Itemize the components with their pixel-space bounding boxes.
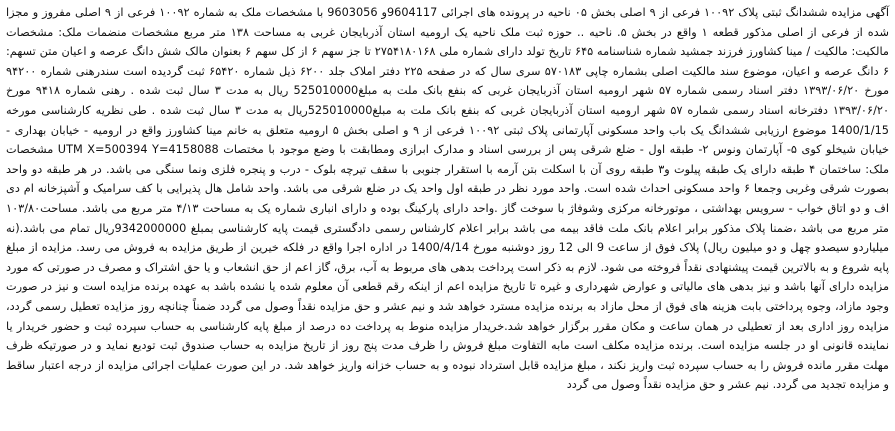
auction-notice-text: آگهی مزایده ششدانگ ثبتی پلاک ۱۰۰۹۲ فرعی از ۹ اصلی بخش ۰۵ ناحیه در پرونده های اجرائی 9604117و 9603056 با مشخصات ملک به شماره ۱۰۰۹۲ فرعی از ۹ اصلی مفروز و مجزا شده از فرعی از اصلی مذکور قطعه ۱ واقع در بخش ۵. ناحیه .. حوزه ثبت ملک ناحیه یک ارومیه استان آذربایجان غربی به مساحت ۱۳۸ متر مربع مشخصات منضمات ملک: مشخصات مالکیت: مالکیت / مینا کشاورز فرزند جمشید شماره شناسنامه ۶۴۵ تاریخ تولد دارای شماره ملی ۲۷۵۴۱۸۰۱۶۸ تا جز سهم ۶ از کل سهم ۶ بعنوان مالک شش دانگ عرصه و اعیان متن تسهم: ۶ دانگ عرصه و اعیان، موضوع سند مالکیت اصلی بشماره چاپی ۵۷۰۱۸۳ سری سال که در صفحه ۲۲۵ دفتر املاک جلد ۶۲۰۰ ذیل شماره ۶۵۴۲۰ ثبت گردیده است سندرهنی شماره ۹۴۲۰۰ مورخ ۱۳۹۳/۰۶/۲۰ دفتر اسناد رسمی شماره ۵۷ شهر ارومیه استان آذربایجان غربی که بنفع بانک ملت به مبلغ525010000 ریال به مدت ۳ سال ثبت شده . رهنی شماره ۹۴۱۸ مورخ ۱۳۹۳/۰۶/۲۰ دفترخانه اسناد رسمی شماره ۵۷ شهر ارومیه استان آذربایجان غربی که بنفع بانک ملت به مبلغ525010000ریال به مدت ۳ سال ثبت شده . طی نظریه کارشناسی مورخه 1400/1/15 موضوع ارزیابی ششدانگ یک باب واحد مسکونی آپارتمانی پلاک ثبتی ۱۰۰۹۲ فرعی از ۹ و اصلی بخش ۵ ارومیه متعلق به خانم مینا کشاورز واقع در ارومیه - خیابان بهداری - خیابان شیخلو کوی ۵- آپارتمان ونوس ۲- طبقه اول - ضلع شرقی پس از بررسی اسناد و مدارک ابرازی ومطابقت با وضع موجود با مختصات UTM X=500394 Y=4158088 مشخصات ملک: ساختمان ۴ طبقه دارای یک طبقه پیلوت و۳ طبقه روی آن با اسکلت بتن آرمه با استقرار جنوبی با سقف تیرچه بلوک - درب و پنجره فلزی ونما سنگی می باشد. در هر طبقه دو واحد بصورت شرقی وغربی وجمعا ۶ واحد مسکونی احداث شده است. واحد مورد نظر در طبقه اول واحد یک در ضلع شرقی می باشد. واحد شامل هال پذیرایی با کف سرامیک و آشپزخانه ام دی اف و دو اتاق خواب - سرویس بهداشتی ، موتورخانه مرکزی وشوفاژ با سوخت گاز .واحد دارای پارکینگ بوده و دارای انباری شماره یک به مساحت ۴/۱۳ متر مربع می باشد. مساحت۱۰۳/۸۰ متر مربع می باشد ،ضمنا پلاک مذکور برابر اعلام بانک ملت فاقد بیمه می باشد برابر اعلام کارشناس رسمی دادگستری قیمت پایه کارشناسی بمبلغ 9342000000ریال تمام می باشد.(نه میلیاردو سیصدو چهل و دو میلیون ریال) پلاک فوق از ساعت 9 الی 12 روز دوشنبه مورخ 1400/4/14 در اداره اجرا واقع در فلکه خیرین از طریق مزایده به فروش می رسد. مزایده از مبلغ پایه شروع و به بالاترین قیمت پیشنهادی نقداً فروخته می شود. لازم به ذکر است پرداخت بدهی های مربوط به آب، برق، گاز اعم از حق انشعاب و یا حق اشتراک و مصرف در صورتی که مورد مزایده دارای آنها باشد و نیز بدهی های مالیاتی و عوارض شهرداری و غیره تا تاریخ مزایده اعم از اینکه رقم قطعی آن معلوم شده یا نشده باشد به عهده برنده مزایده است و نیز در صورت وجود مازاد، وجوه پرداختی بابت هزینه های فوق از محل مازاد به برنده مزایده مسترد خواهد شد و نیم عشر و حق مزایده نقداً وصول می گردد ضمناً چنانچه روز مزایده تعطیل رسمی گردد، مزایده روز اداری بعد از تعطیلی در همان ساعت و مکان مقرر برگزار خواهد شد.خریدار مزایده منوط به پرداخت ده درصد از مبلغ پایه کارشناسی به حساب سپرده ثبت و حضور خریدار یا نماینده قانونی او در جلسه مزایده است. برنده مزایده مکلف است مابه التفاوت مبلغ فروش را ظرف مدت پنج روز از تاریخ مزایده به حساب صندوق ثبت تودیع نماید و در صورتیکه ظرف مهلت مقرر مانده فروش را به حساب سپرده ثبت واریز نکند ، مبلغ مزایده قابل استرداد نبوده و به حساب خزانه واریز خواهد شد. در این صورت عملیات اجرائی مزایده از درجه اعتبار ساقط و مزایده تجدید می گردد. نیم عشر و حق مزایده نقداً وصول می گردد	[6, 6, 890, 392]
